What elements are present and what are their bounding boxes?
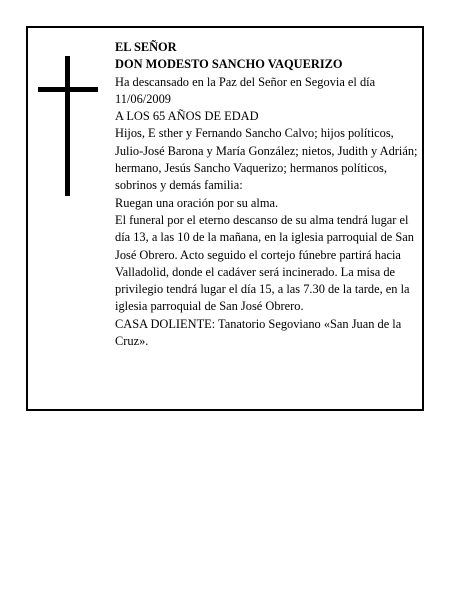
family-list: Hijos, E sther y Fernando Sancho Calvo; hijos políticos, Julio-José Barona y María González; nietos, Judith y Adrián; hermano, Jesús Sancho Vaquerizo; hermanos políticos, sobrinos y demás familia: (115, 126, 418, 193)
age-line: A LOS 65 AÑOS DE EDAD (115, 109, 259, 124)
funeral-details: El funeral por el eterno descanso de su alma tendrá lugar el día 13, a las 10 de la mañana, en la iglesia parroquial de San José Obrero. Acto seguido el cortejo fúnebre partirá hacia Valladolid, donde el cadáver será incinerado. La misa de privilegio tendrá lugar el día 15, a las 7.30 de la tarde, en la iglesia parroquial de San José Obrero. (115, 212, 414, 314)
prayer-request: Ruegan una oración por su alma. (115, 195, 279, 210)
cross-icon (38, 56, 98, 196)
rest-announcement: Ha descansado en la Paz del Señor en Segovia el día 11/06/2009 (115, 74, 376, 106)
title-line-1: EL SEÑOR (115, 40, 177, 54)
deceased-name: DON MODESTO SANCHO VAQUERIZO (115, 57, 343, 72)
mourning-house: CASA DOLIENTE: Tanatorio Segoviano «San Juan de la Cruz». (115, 316, 402, 349)
cross-vertical-bar (65, 56, 70, 196)
obituary-text (115, 39, 420, 350)
cross-horizontal-bar (38, 87, 98, 92)
